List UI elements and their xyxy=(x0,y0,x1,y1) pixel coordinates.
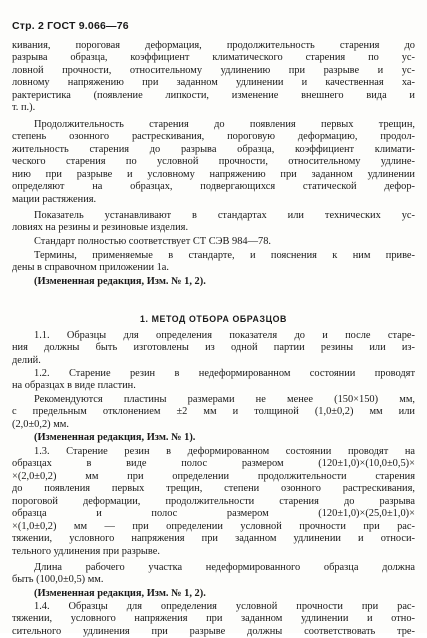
paragraph-working-length xyxy=(12,562,415,587)
clause-1-1 xyxy=(12,330,415,367)
text-line: (Измененная редакция, Изм. № 1, 2). xyxy=(34,276,206,287)
text-line: 1.2. Старение резин в недеформированном состоянии проводят xyxy=(34,368,415,379)
text-line: Продолжительность старения до появления первых трещин, xyxy=(34,119,415,130)
amendment-note xyxy=(12,432,415,444)
text-line: ×(1,0±0,2) мм — при определении условной прочности при рас- xyxy=(12,520,415,532)
text-line: тяжении, условного напряжения при заданном удлинении и отно- xyxy=(12,613,415,625)
text-line: Длина рабочего участка недеформированного образца должна xyxy=(34,562,415,573)
text-line: разрыва образца, коэффициент климатического старения по ус- xyxy=(12,52,415,64)
text-line: степень озонного растрескивания, пороговую деформацию, продол- xyxy=(12,131,415,143)
clause-1-2 xyxy=(12,368,415,393)
paragraph-continuation xyxy=(12,40,415,115)
paragraph-indicator xyxy=(12,210,415,235)
text-line: образца и полос размером (120±1,0)×(25,0±1,0)× xyxy=(12,508,415,520)
section-heading: 1. МЕТОД ОТБОРА ОБРАЗЦОВ xyxy=(140,314,287,324)
text-line: (2,0±0,2) мм. xyxy=(12,418,69,430)
text-line: 1.1. Образцы для определения показателя до и после старе- xyxy=(34,330,415,341)
text-line: рактеристика (появление липкости, изменение внешнего вида и xyxy=(12,89,415,101)
text-line: определяют на образцах, подвергающихся статической дефор- xyxy=(12,181,415,193)
page-header: Стр. 2 ГОСТ 9.066—76 xyxy=(12,20,129,32)
text-line: Показатель устанавливают в стандартах или технических ус- xyxy=(34,210,415,221)
text-line: с предельным отклонением ±2 мм и толщиной (1,0±0,2) мм или xyxy=(12,406,415,418)
text-line: 1.3. Старение резин в деформированном состоянии проводят на xyxy=(34,446,415,457)
text-line: 1.4. Образцы для определения условной прочности при рас- xyxy=(34,601,415,612)
text-line: ловной прочности, относительному удлинению при разрыве и ус- xyxy=(12,64,415,76)
text-line: Рекомендуются пластины размерами не менее (150×150) мм, xyxy=(34,394,415,405)
clause-1-4 xyxy=(12,601,415,638)
paragraph-aging-duration xyxy=(12,119,415,206)
text-line: ческого старения по условной прочности, относительному удлине- xyxy=(12,156,415,168)
paragraph-standard xyxy=(12,236,415,248)
text-line: пороговой деформации, продолжительности старения до разрыва xyxy=(12,495,415,507)
text-line: ловному напряжению при заданном удлинении и качественная ха- xyxy=(12,77,415,89)
amendment-note xyxy=(12,276,415,288)
text-line: мации растяжения. xyxy=(12,193,97,205)
text-line: (Измененная редакция, Изм. № 1). xyxy=(34,432,196,443)
text-line: Термины, применяемые в стандарте, и пояснения к ним приве- xyxy=(34,250,415,261)
text-line: дены в справочном приложении 1а. xyxy=(12,262,170,274)
clause-1-3 xyxy=(12,446,415,558)
text-line: до появления первых трещин, степени озонного растрескивания, xyxy=(12,483,415,495)
text-line: ния должны быть изготовлены из одной партии резины или из- xyxy=(12,342,415,354)
text-line: быть (100,0±0,5) мм. xyxy=(12,574,104,586)
text-line: тельного удлинения при разрыве. xyxy=(12,545,160,557)
text-line: т. п.). xyxy=(12,102,36,114)
text-line: ловиях на резины и резиновые изделия. xyxy=(12,222,189,234)
text-line: на образцах в виде пластин. xyxy=(12,380,136,392)
paragraph-terms xyxy=(12,250,415,275)
text-line: сительного удлинения при разрыве должны соответствовать тре- xyxy=(12,625,415,637)
text-line: кивания, пороговая деформация, продолжительность старения до xyxy=(12,40,415,51)
text-line: тяжении, условного напряжения при заданном удлинении и относи- xyxy=(12,533,415,545)
text-line: делий. xyxy=(12,354,41,366)
text-line: жительность старения до разрыва образца, коэффициент климати- xyxy=(12,143,415,155)
text-line: (Измененная редакция, Изм. № 1, 2). xyxy=(34,588,206,599)
text-line: образцах в виде полос размером (120±1,0)×(10,0±0,5)× xyxy=(12,458,415,470)
text-line: ×(2,0±0,2) мм при определении продолжительности старения xyxy=(12,470,415,482)
paragraph-plates xyxy=(12,394,415,431)
text-line: нию при разрыве и условному напряжению при заданном удлинении xyxy=(12,168,415,180)
text-line: Стандарт полностью соответствует СТ СЭВ 984—78. xyxy=(34,236,272,247)
amendment-note xyxy=(12,588,415,600)
